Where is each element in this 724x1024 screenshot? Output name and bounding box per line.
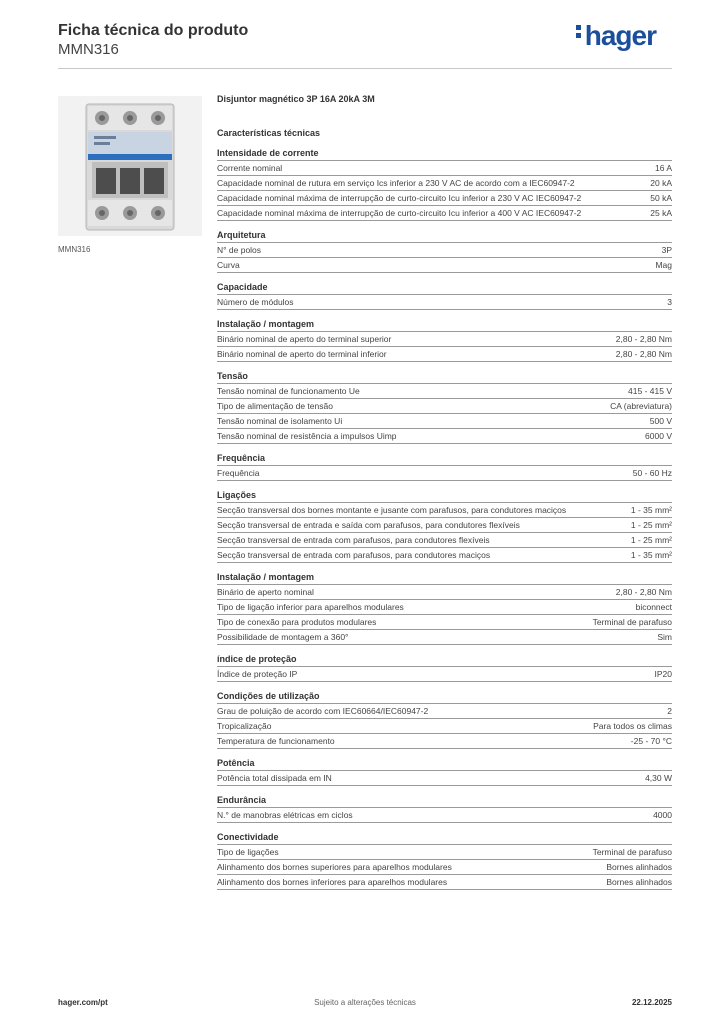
product-reference: MMN316: [58, 41, 119, 58]
spec-label: Secção transversal de entrada com parafusos, para condutores flexíveis: [217, 535, 490, 545]
spec-label: Capacidade nominal de rutura em serviço Ics inferior a 230 V AC de acordo com a IEC60947-2: [217, 178, 575, 188]
spec-section: [217, 653, 672, 682]
spec-section: [217, 229, 672, 273]
spec-row: [217, 533, 672, 548]
spec-value: -25 - 70 °C: [630, 736, 672, 746]
spec-row: [217, 206, 672, 221]
spec-value: Terminal de parafuso: [592, 847, 672, 857]
page-header: [58, 20, 672, 68]
spec-label: Secção transversal de entrada e saída com parafusos, para condutores flexíveis: [217, 520, 520, 530]
spec-value: 415 - 415 V: [628, 386, 672, 396]
spec-label: N.° de manobras elétricas em ciclos: [217, 810, 353, 820]
spec-row: [217, 600, 672, 615]
spec-row: [217, 845, 672, 860]
spec-row: [217, 719, 672, 734]
spec-section: [217, 757, 672, 786]
spec-label: Tipo de alimentação de tensão: [217, 401, 333, 411]
spec-row: [217, 258, 672, 273]
spec-label: Binário de aperto nominal: [217, 587, 314, 597]
spec-row: [217, 243, 672, 258]
spec-label: Alinhamento dos bornes inferiores para aparelhos modulares: [217, 877, 448, 887]
spec-label: Binário nominal de aperto do terminal inferior: [217, 349, 387, 359]
spec-row: [217, 429, 672, 444]
spec-value: 500 V: [649, 416, 672, 426]
spec-label: Capacidade nominal máxima de interrupção de curto-circuito Icu inferior a 230 V AC IEC60947-2: [217, 193, 582, 203]
spec-section: [217, 452, 672, 481]
spec-value: 1 - 25 mm²: [630, 520, 672, 530]
spec-section: [217, 489, 672, 563]
circuit-breaker-image: [58, 96, 202, 236]
section-title: Tensão: [217, 370, 672, 384]
spec-row: [217, 161, 672, 176]
spec-section: [217, 318, 672, 362]
header-divider: [58, 68, 672, 69]
spec-section: [217, 831, 672, 890]
section-title: Instalação / montagem: [217, 571, 672, 585]
spec-value: 2: [667, 706, 672, 716]
spec-label: Tipo de conexão para produtos modulares: [217, 617, 377, 627]
spec-content: [217, 92, 672, 898]
section-title: Capacidade: [217, 281, 672, 295]
spec-value: 1 - 35 mm²: [630, 505, 672, 515]
spec-row: [217, 503, 672, 518]
spec-row: [217, 414, 672, 429]
section-title: Conectividade: [217, 831, 672, 845]
spec-label: Corrente nominal: [217, 163, 283, 173]
spec-value: 6000 V: [645, 431, 672, 441]
spec-row: [217, 191, 672, 206]
spec-label: Tipo de ligações: [217, 847, 279, 857]
spec-value: Bornes alinhados: [606, 862, 672, 872]
spec-row: [217, 630, 672, 645]
spec-section: [217, 794, 672, 823]
spec-label: Tensão nominal de funcionamento Ue: [217, 386, 360, 396]
spec-row: [217, 585, 672, 600]
section-title: Endurância: [217, 794, 672, 808]
page-title: Ficha técnica do produto: [58, 22, 249, 39]
spec-value: 2,80 - 2,80 Nm: [615, 334, 672, 344]
page-footer: [58, 996, 672, 1010]
spec-label: Frequência: [217, 468, 260, 478]
spec-section: [217, 690, 672, 749]
spec-row: [217, 734, 672, 749]
spec-label: Índice de proteção IP: [217, 669, 298, 679]
spec-value: 3P: [661, 245, 672, 255]
spec-label: Curva: [217, 260, 240, 270]
hager-logo: [576, 20, 656, 52]
section-title: Condições de utilização: [217, 690, 672, 704]
spec-value: biconnect: [635, 602, 672, 612]
section-title: índice de proteção: [217, 653, 672, 667]
section-title: Frequência: [217, 452, 672, 466]
spec-label: Grau de poluição de acordo com IEC60664/IEC60947-2: [217, 706, 429, 716]
section-title: Ligações: [217, 489, 672, 503]
spec-section: [217, 571, 672, 645]
spec-row: [217, 548, 672, 563]
spec-value: 2,80 - 2,80 Nm: [615, 349, 672, 359]
spec-label: Alinhamento dos bornes superiores para aparelhos modulares: [217, 862, 452, 872]
spec-value: 50 - 60 Hz: [632, 468, 672, 478]
spec-row: [217, 771, 672, 786]
spec-row: [217, 518, 672, 533]
spec-row: [217, 704, 672, 719]
section-title: Arquitetura: [217, 229, 672, 243]
spec-label: Temperatura de funcionamento: [217, 736, 335, 746]
spec-value: 25 kA: [650, 208, 672, 218]
spec-row: [217, 875, 672, 890]
product-name: Disjuntor magnético 3P 16A 20kA 3M: [217, 94, 375, 104]
product-image: [58, 96, 202, 236]
spec-sections: [217, 147, 672, 890]
logo-dots-icon: [576, 22, 582, 41]
spec-row: [217, 667, 672, 682]
spec-label: Tropicalização: [217, 721, 272, 731]
spec-value: 2,80 - 2,80 Nm: [615, 587, 672, 597]
spec-value: Mag: [655, 260, 672, 270]
logo-text: hager: [584, 20, 656, 51]
spec-row: [217, 332, 672, 347]
spec-value: 1 - 25 mm²: [630, 535, 672, 545]
spec-value: Terminal de parafuso: [592, 617, 672, 627]
spec-section: [217, 281, 672, 310]
spec-value: 4,30 W: [645, 773, 672, 783]
spec-row: [217, 466, 672, 481]
spec-label: Tipo de ligação inferior para aparelhos modulares: [217, 602, 404, 612]
spec-value: 4000: [653, 810, 672, 820]
spec-label: Tensão nominal de resistência a impulsos Uimp: [217, 431, 397, 441]
spec-value: Para todos os climas: [593, 721, 672, 731]
section-title: Potência: [217, 757, 672, 771]
spec-label: Potência total dissipada em IN: [217, 773, 332, 783]
spec-label: N° de polos: [217, 245, 262, 255]
spec-value: CA (abreviatura): [610, 401, 672, 411]
spec-value: 3: [667, 297, 672, 307]
spec-row: [217, 176, 672, 191]
spec-value: IP20: [654, 669, 672, 679]
section-title: Intensidade de corrente: [217, 147, 672, 161]
tech-title: Características técnicas: [217, 128, 321, 138]
spec-label: Número de módulos: [217, 297, 294, 307]
spec-label: Secção transversal de entrada com parafusos, para condutores maciços: [217, 550, 491, 560]
spec-value: 20 kA: [650, 178, 672, 188]
spec-row: [217, 615, 672, 630]
spec-label: Binário nominal de aperto do terminal superior: [217, 334, 392, 344]
spec-value: 1 - 35 mm²: [630, 550, 672, 560]
footer-website-link[interactable]: hager.com/pt: [58, 998, 108, 1007]
spec-label: Possibilidade de montagem a 360°: [217, 632, 349, 642]
spec-value: 50 kA: [650, 193, 672, 203]
product-image-caption: MMN316: [58, 245, 91, 254]
spec-label: Secção transversal dos bornes montante e jusante com parafusos, para condutores maciços: [217, 505, 567, 515]
spec-value: Bornes alinhados: [606, 877, 672, 887]
spec-value: 16 A: [654, 163, 672, 173]
footer-date: 22.12.2025: [631, 998, 672, 1007]
spec-row: [217, 295, 672, 310]
spec-row: [217, 399, 672, 414]
spec-section: [217, 370, 672, 444]
spec-row: [217, 860, 672, 875]
spec-label: Tensão nominal de isolamento Ui: [217, 416, 343, 426]
spec-value: Sim: [657, 632, 672, 642]
footer-note: Sujeito a alterações técnicas: [314, 998, 416, 1007]
spec-label: Capacidade nominal máxima de interrupção de curto-circuito Icu inferior a 400 V AC IEC60947-2: [217, 208, 582, 218]
spec-row: [217, 384, 672, 399]
section-title: Instalação / montagem: [217, 318, 672, 332]
spec-row: [217, 808, 672, 823]
spec-row: [217, 347, 672, 362]
spec-section: [217, 147, 672, 221]
